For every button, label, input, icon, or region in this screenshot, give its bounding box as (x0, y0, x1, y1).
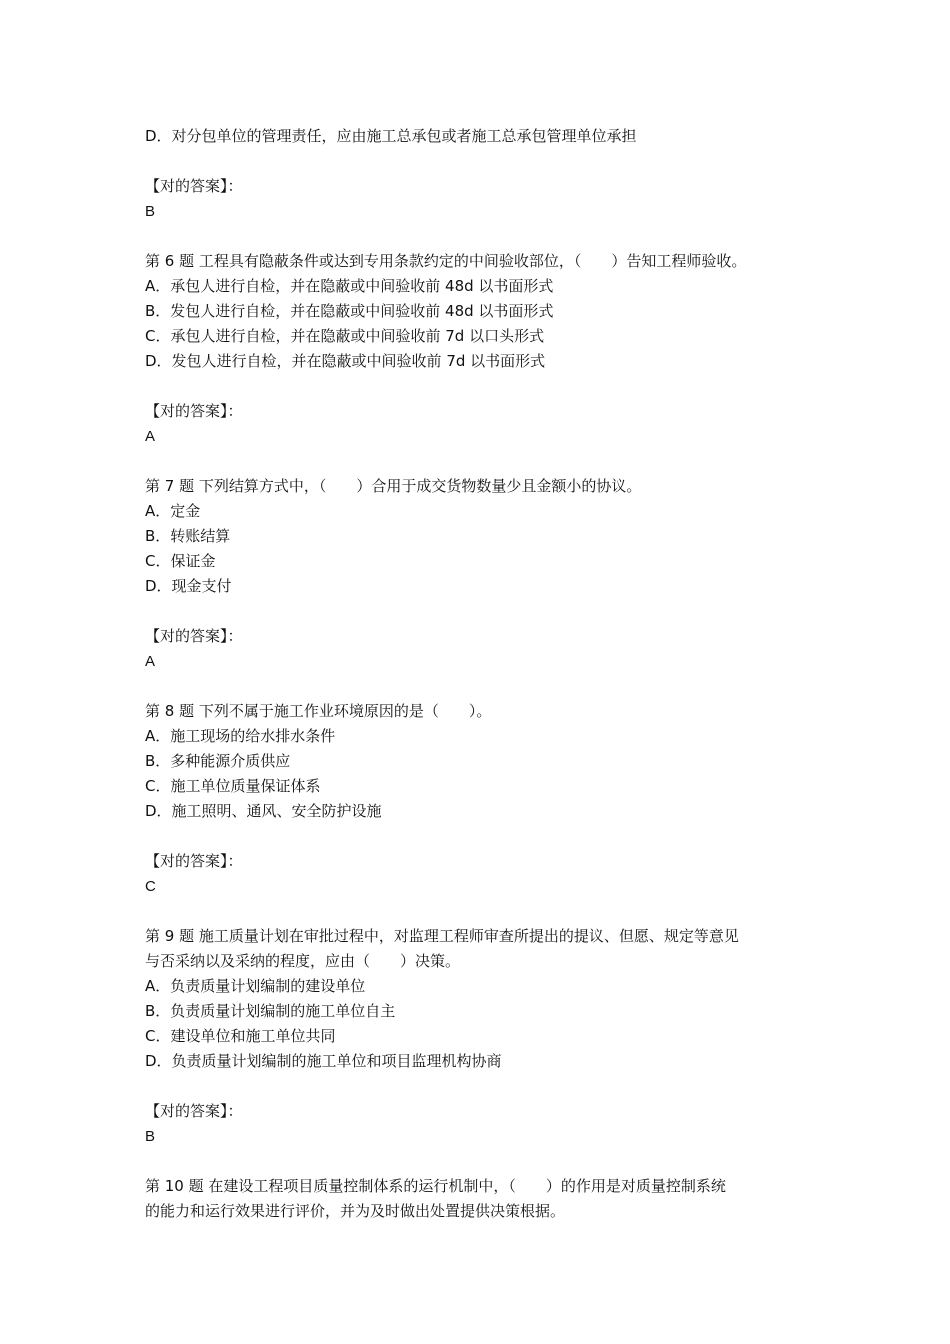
question-8-option-c: C．施工单位质量保证体系 (145, 777, 321, 795)
option-d: D．对分包单位的管理责任，应由施工总承包或者施工总承包管理单位承担 (145, 127, 637, 145)
answer-value: B (145, 203, 156, 220)
question-8-answer-label: 【对的答案】： (145, 852, 243, 870)
question-9-stem-line-1: 第 9 题 施工质量计划在审批过程中，对监理工程师审查所提出的提议、但愿、规定等意见 (145, 927, 739, 945)
question-6-option-b: B．发包人进行自检，并在隐蔽或中间验收前 48d 以书面形式 (145, 302, 554, 320)
question-9-answer: B (145, 1128, 156, 1145)
spacer (145, 899, 825, 924)
question-7-answer: A (145, 653, 156, 670)
question-9-answer-label: 【对的答案】： (145, 1102, 243, 1120)
question-6-answer: A (145, 428, 156, 445)
question-9-option-c: C．建设单位和施工单位共同 (145, 1027, 336, 1045)
question-8-option-b: B．多种能源介质供应 (145, 752, 291, 770)
question-10-stem-line-1: 第 10 题 在建设工程项目质量控制体系的运行机制中，（ ）的作用是对质量控制系统 (145, 1177, 726, 1195)
question-6-stem: 第 6 题 工程具有隐蔽条件或达到专用条款约定的中间验收部位，（ ）告知工程师验收。 (145, 252, 747, 270)
question-8-stem: 第 8 题 下列不属于施工作业环境原因的是（ ）。 (145, 702, 492, 720)
question-6-option-c: C．承包人进行自检，并在隐蔽或中间验收前 7d 以口头形式 (145, 327, 545, 345)
question-7-answer-label: 【对的答案】： (145, 627, 243, 645)
question-6-option-d: D．发包人进行自检，并在隐蔽或中间验收前 7d 以书面形式 (145, 352, 546, 370)
spacer (145, 674, 825, 699)
question-10-stem-line-2: 的能力和运行效果进行评价，并为及时做出处置提供决策根据。 (145, 1202, 566, 1220)
document-page (145, 124, 825, 1224)
question-7-option-c: C．保证金 (145, 552, 216, 570)
spacer (145, 599, 825, 624)
spacer (145, 224, 825, 249)
spacer (145, 1074, 825, 1099)
spacer (145, 824, 825, 849)
question-7-option-d: D．现金支付 (145, 577, 232, 595)
question-6-option-a: A．承包人进行自检，并在隐蔽或中间验收前 48d 以书面形式 (145, 277, 554, 295)
question-9-option-a: A．负责质量计划编制的建设单位 (145, 977, 366, 995)
question-7-option-a: A．定金 (145, 502, 201, 520)
spacer (145, 374, 825, 399)
question-6-answer-label: 【对的答案】： (145, 402, 243, 420)
spacer (145, 149, 825, 174)
answer-label: 【对的答案】： (145, 177, 243, 195)
question-7-stem: 第 7 题 下列结算方式中，（ ）合用于成交货物数量少且金额小的协议。 (145, 477, 642, 495)
question-8-option-a: A．施工现场的给水排水条件 (145, 727, 336, 745)
question-7-option-b: B．转账结算 (145, 527, 231, 545)
spacer (145, 449, 825, 474)
question-9-option-d: D．负责质量计划编制的施工单位和项目监理机构协商 (145, 1052, 502, 1070)
question-8-answer: C (145, 878, 156, 895)
question-9-option-b: B．负责质量计划编制的施工单位自主 (145, 1002, 396, 1020)
spacer (145, 1149, 825, 1174)
question-9-stem-line-2: 与否采纳以及采纳的程度，应由（ ）决策。 (145, 952, 461, 970)
question-8-option-d: D．施工照明、通风、安全防护设施 (145, 802, 382, 820)
